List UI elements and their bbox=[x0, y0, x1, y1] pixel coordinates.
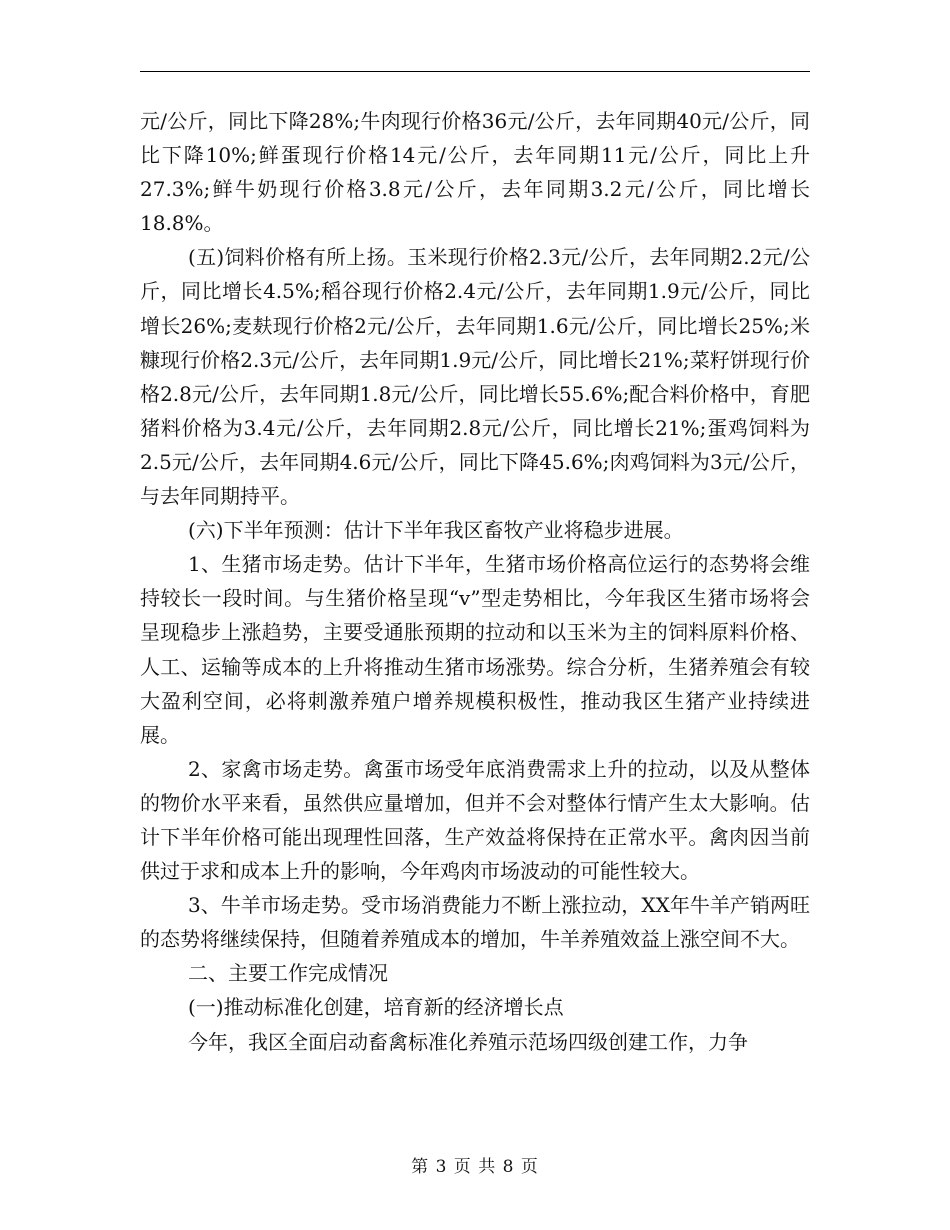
paragraph-standardization-intro: 今年，我区全面启动畜禽标准化养殖示范场四级创建工作，力争 bbox=[188, 1029, 748, 1054]
paragraph-meat-prices: 元/公斤，同比下降28%;牛肉现行价格36元/公斤，去年同期40元/公斤，同比下降10%;鲜蛋现行价格14元/公斤，去年同期11元/公斤，同比上升27.3%;鲜牛奶现行价格3.8元/公斤，去年同期3.2元/公斤，同比增长18.8%。 bbox=[140, 109, 810, 236]
paragraph-pig-market: 1、生猪市场走势。估计下半年，生猪市场价格高位运行的态势将会维持较长一段时间。与生猪价格呈现“v”型走势相比，今年我区生猪市场将会呈现稳步上涨趋势，主要受通胀预期的拉动和以玉米为主的饲料原料价格、人工、运输等成本的上升将推动生猪市场涨势。综合分析，生猪养殖会有较大盈利空间，必将刺激养殖户增养规模积极性，推动我区生猪产业持续进展。 bbox=[140, 552, 810, 747]
paragraph-forecast-heading: (六)下半年预测：估计下半年我区畜牧产业将稳步进展。 bbox=[188, 518, 684, 543]
page-number-footer: 第 3 页 共 8 页 bbox=[411, 1157, 539, 1177]
subsection-heading-standardization: (一)推动标准化创建，培育新的经济增长点 bbox=[188, 995, 564, 1020]
document-body bbox=[140, 104, 810, 1059]
paragraph-poultry-market: 2、家禽市场走势。禽蛋市场受年底消费需求上升的拉动，以及从整体的物价水平来看，虽然供应量增加，但并不会对整体行情产生太大影响。估计下半年价格可能出现理性回落，生产效益将保持在正常水平。禽肉因当前供过于求和成本上升的影响，今年鸡肉市场波动的可能性较大。 bbox=[140, 756, 810, 884]
paragraph-feed-prices: (五)饲料价格有所上扬。玉米现行价格2.3元/公斤，去年同期2.2元/公斤，同比增长4.5%;稻谷现行价格2.4元/公斤，去年同期1.9元/公斤，同比增长26%;麦麸现行价格2元/公斤，去年同期1.6元/公斤，同比增长25%;米糠现行价格2.3元/公斤，去年同期1.9元/公斤，同比增长21%;菜籽饼现行价格2.8元/公斤，去年同期1.8元/公斤，同比增长55.6%;配合料价格中，育肥猪料价格为3.4元/公斤，去年同期2.8元/公斤，同比增长21%;蛋鸡饲料为2.5元/公斤，去年同期4.6元/公斤，同比下降45.6%;肉鸡饲料为3元/公斤，与去年同期持平。 bbox=[140, 245, 810, 509]
section-heading-work-status: 二、主要工作完成情况 bbox=[188, 961, 388, 986]
paragraph-cattle-sheep-market: 3、牛羊市场走势。受市场消费能力不断上涨拉动，XX年牛羊产销两旺的态势将继续保持，但随着养殖成本的增加，牛羊养殖效益上涨空间不大。 bbox=[140, 893, 810, 952]
header-rule bbox=[140, 71, 810, 72]
